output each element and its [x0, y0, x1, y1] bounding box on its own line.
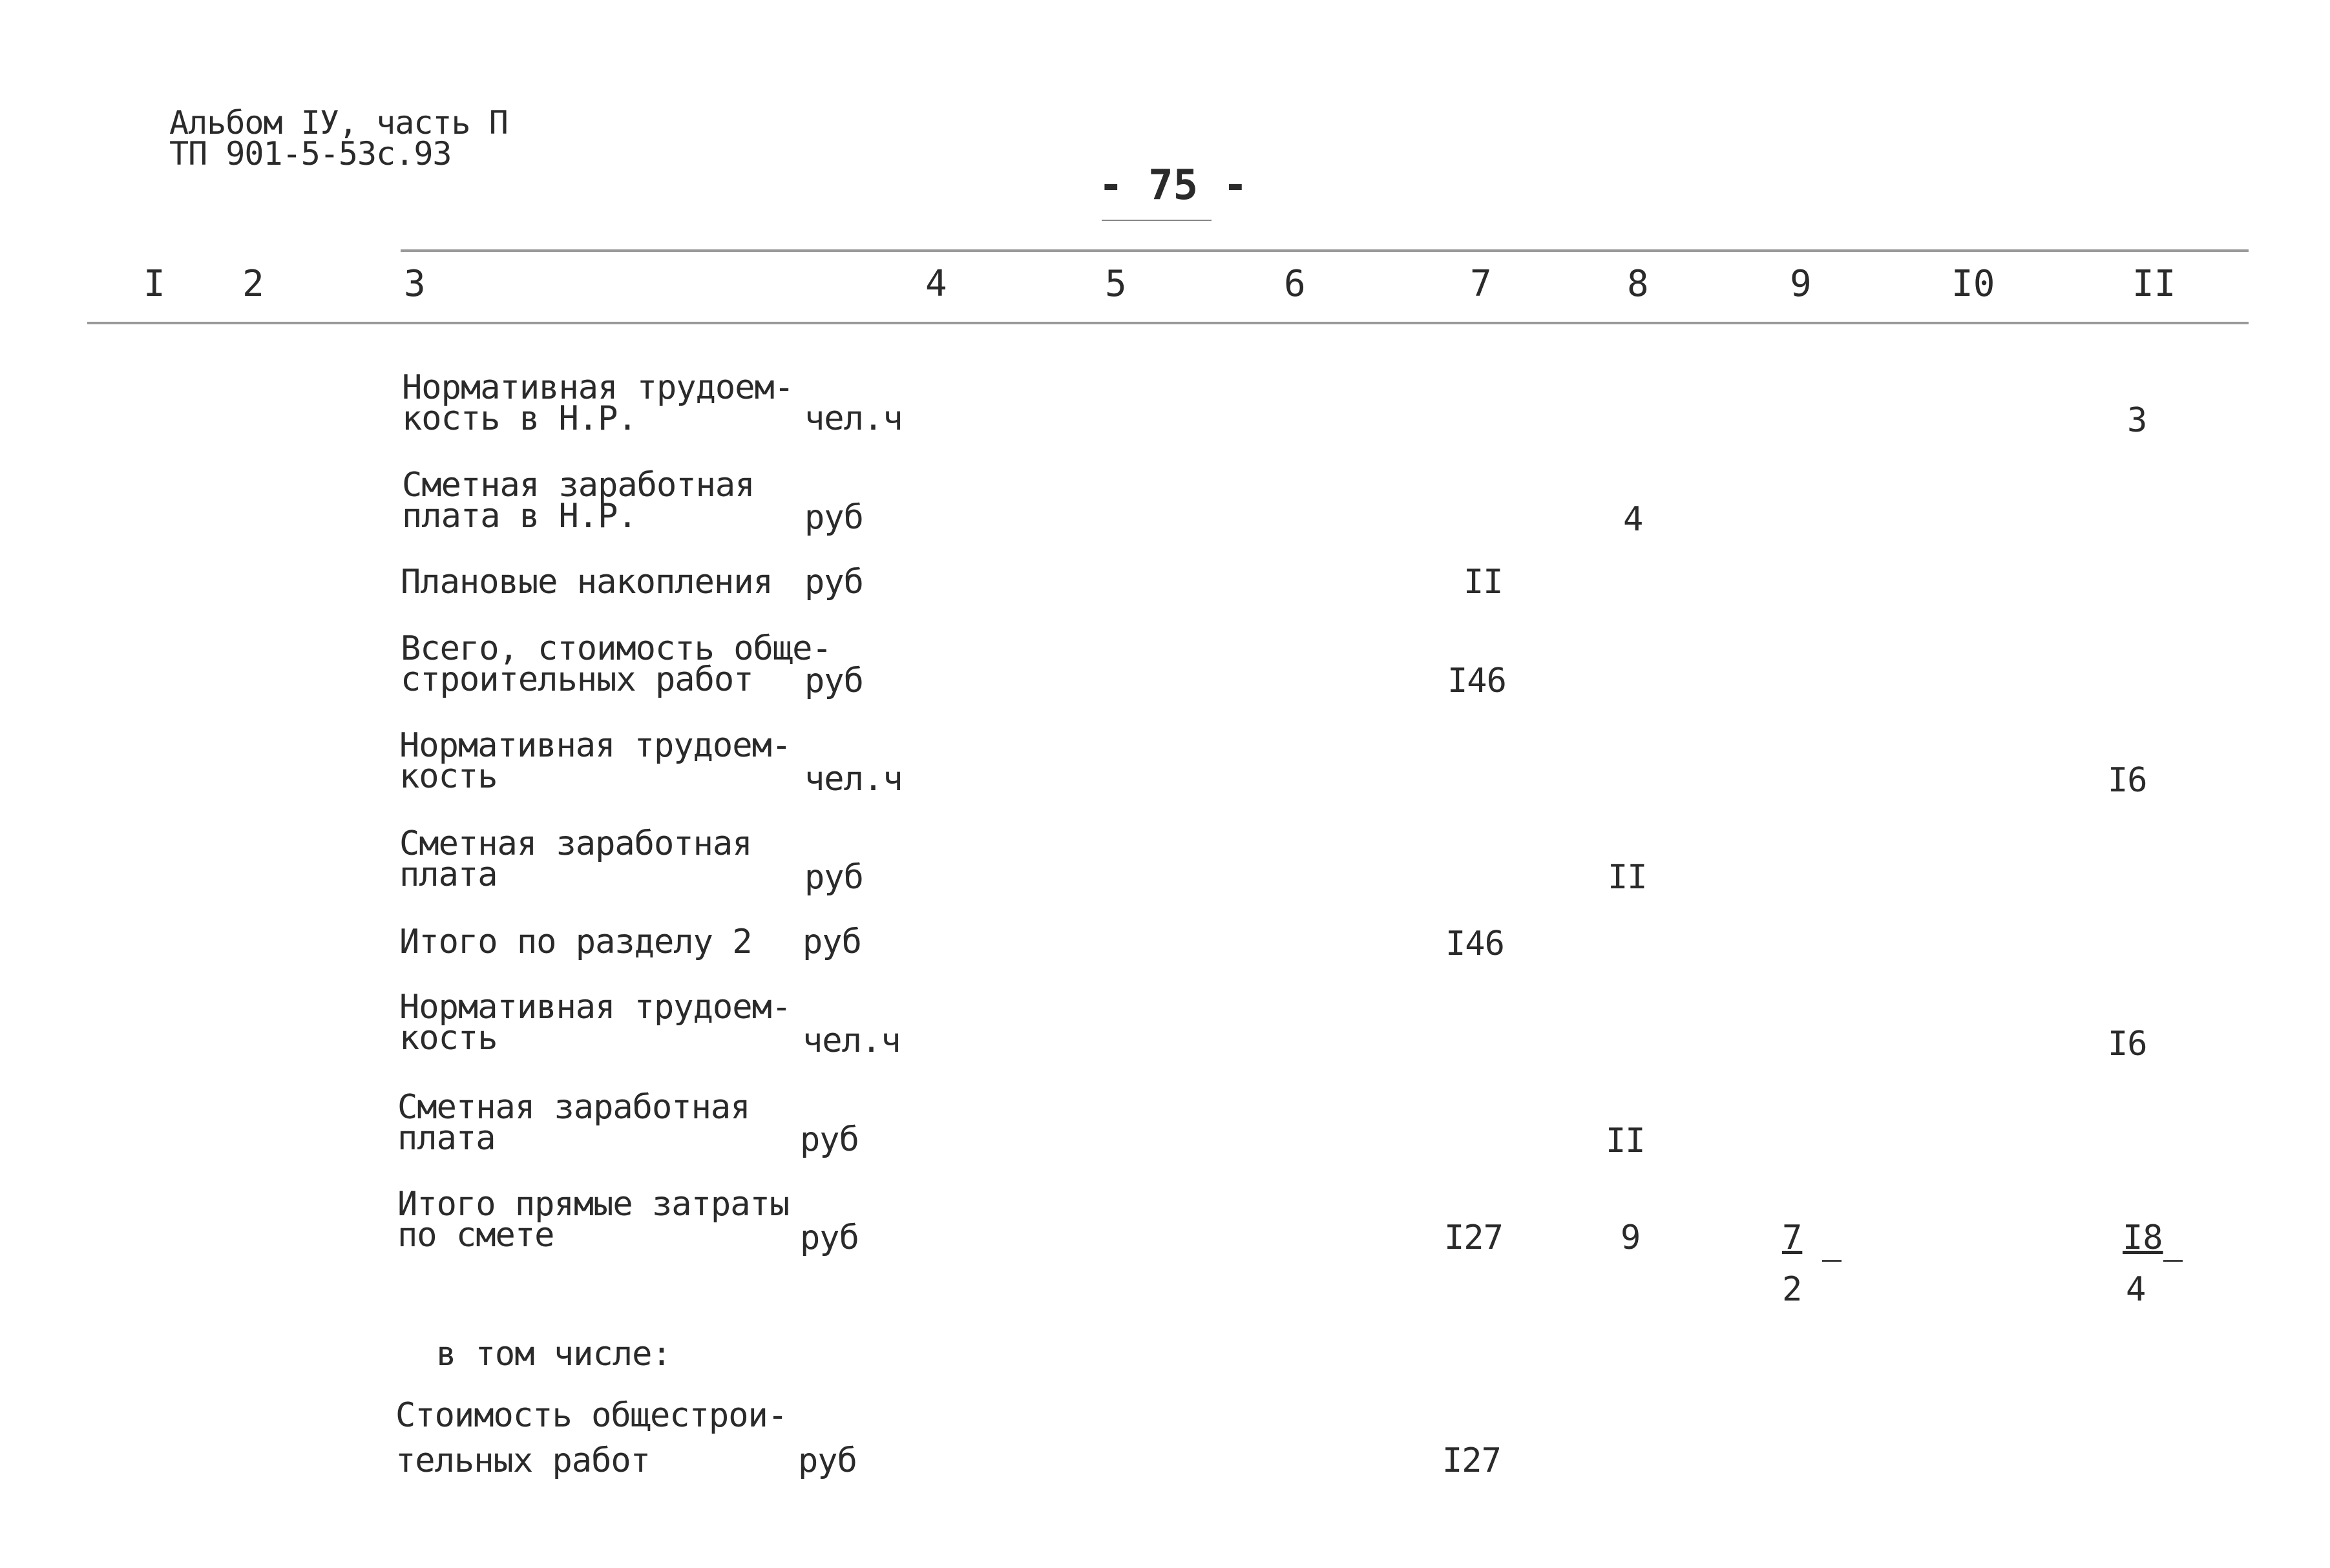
- row-label-line1: Сметная заработная: [399, 824, 752, 863]
- col-number-8: 8: [1627, 263, 1649, 305]
- row-unit: руб: [800, 1218, 859, 1257]
- fraction-bottom-col11: 4: [2126, 1270, 2146, 1309]
- row-unit: руб: [800, 1120, 859, 1159]
- row-label-line2: кость в Н.Р.: [402, 399, 637, 438]
- row-label-line2: кость: [399, 757, 498, 796]
- row-label-line2: плата: [397, 1119, 496, 1158]
- row-label-line2: кость: [399, 1019, 498, 1058]
- row-unit: руб: [804, 498, 863, 537]
- fraction-dash-col9: [1822, 1260, 1842, 1262]
- row-label-line1: Сметная заработная: [402, 466, 755, 505]
- col-number-4: 4: [925, 263, 947, 305]
- row-label-line1: Плановые накопления: [401, 563, 773, 601]
- row-label-line1: Итого по разделу 2: [399, 923, 752, 961]
- col-number-11: II: [2132, 263, 2176, 305]
- row-label-line1: Всего, стоимость обще-: [401, 629, 832, 668]
- row-value-col11: I6: [2108, 761, 2147, 800]
- row-unit: чел.ч: [804, 399, 903, 438]
- row-unit: руб: [804, 858, 863, 897]
- fraction-top-col11: I8: [2123, 1218, 2163, 1257]
- row-value-col7: I27: [1444, 1218, 1503, 1257]
- project-code: ТП 901-5-53с.93: [169, 135, 452, 172]
- album-label: Альбом IУ, часть П: [169, 104, 508, 141]
- fraction-bottom-col9: 2: [1782, 1270, 1803, 1309]
- row-value-col7: I46: [1447, 662, 1506, 700]
- row-unit: чел.ч: [803, 1021, 901, 1060]
- col-number-3: 3: [404, 263, 426, 305]
- header-top-rule: [401, 249, 2249, 252]
- page-number: - 75 -: [1098, 162, 1248, 209]
- row-label-line1: Сметная заработная: [397, 1088, 750, 1127]
- row-value-col11: I6: [2108, 1025, 2147, 1063]
- col-number-10: I0: [1951, 263, 1995, 305]
- last-row-unit: руб: [798, 1441, 857, 1480]
- last-row-value-col7: I27: [1442, 1441, 1501, 1480]
- row-value-col8: II: [1606, 1122, 1645, 1160]
- row-value-col7: I46: [1445, 925, 1504, 963]
- last-row-label-line2: тельных работ: [395, 1441, 650, 1480]
- header-bottom-rule: [87, 322, 2249, 324]
- col-number-7: 7: [1470, 263, 1492, 305]
- row-unit: руб: [804, 662, 863, 700]
- row-label-line2: по смете: [397, 1216, 554, 1255]
- row-value-col11: 3: [2127, 401, 2147, 440]
- col-number-9: 9: [1790, 263, 1812, 305]
- row-value-col7: II: [1464, 563, 1503, 601]
- row-label-line1: Итого прямые затраты: [397, 1185, 790, 1224]
- row-unit: руб: [804, 563, 863, 601]
- row-label-line1: Нормативная трудоем-: [399, 726, 792, 765]
- row-unit: чел.ч: [804, 760, 903, 799]
- col-number-6: 6: [1284, 263, 1306, 305]
- fraction-dash-col11: [2163, 1260, 2183, 1262]
- row-label-line1: Нормативная трудоем-: [399, 988, 792, 1027]
- row-value-col8: 9: [1621, 1218, 1641, 1257]
- col-number-1: I: [143, 263, 165, 305]
- page-number-underline: [1102, 220, 1212, 221]
- fraction-top-col9: 7: [1782, 1218, 1803, 1257]
- row-unit: руб: [803, 923, 861, 961]
- row-label-line2: плата: [399, 855, 498, 894]
- last-row-label-line1: Стоимость общестрои-: [395, 1396, 788, 1435]
- row-label-line2: плата в Н.Р.: [402, 497, 637, 536]
- col-number-5: 5: [1105, 263, 1127, 305]
- row-value-col8: 4: [1623, 500, 1643, 539]
- including-label: в том числе:: [436, 1335, 671, 1374]
- row-label-line1: Нормативная трудоем-: [402, 368, 794, 407]
- col-number-2: 2: [242, 263, 264, 305]
- row-value-col8: II: [1608, 858, 1647, 897]
- row-label-line2: строительных работ: [401, 660, 753, 699]
